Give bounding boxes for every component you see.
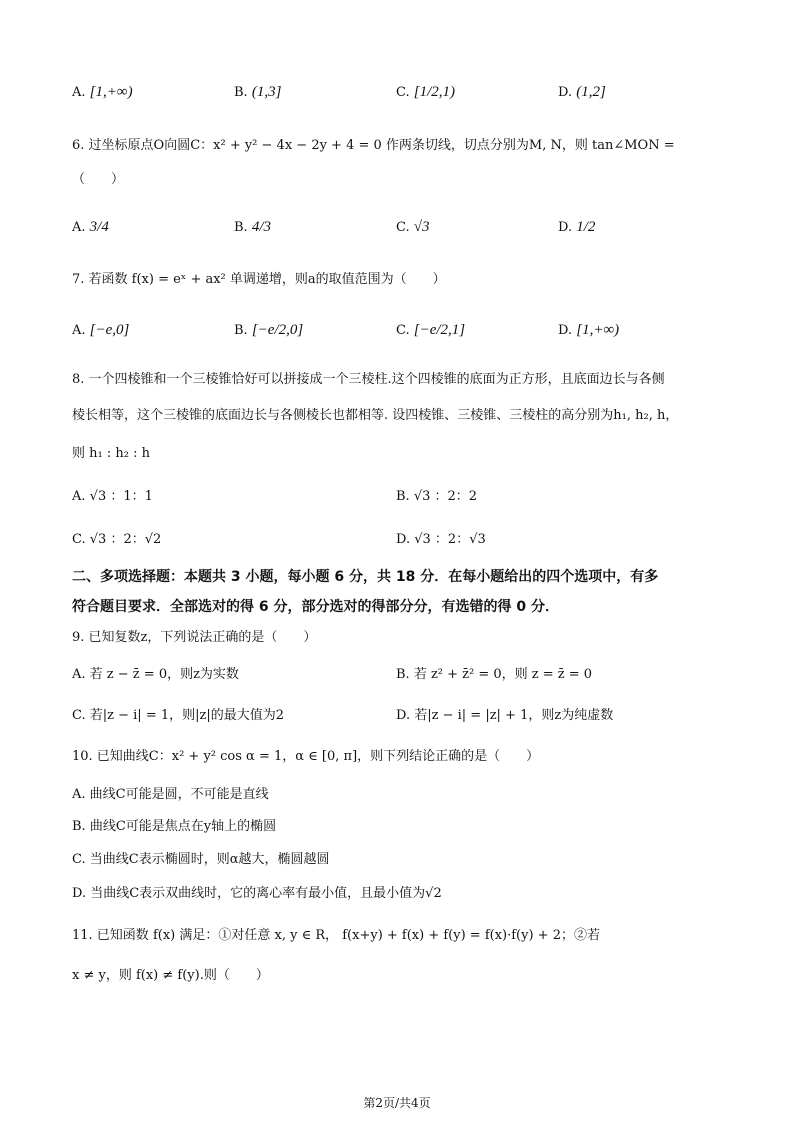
- q10-option-b: B. 曲线C可能是焦点在y轴上的椭圆: [72, 819, 277, 834]
- q8-line-2: 棱长相等，这个三棱锥的底面边长与各侧棱长也都相等. 设四棱锥、三棱锥、三棱柱的高分别为h₁, h₂, h，: [72, 408, 679, 423]
- q8-option-d: D. √3 ：2：√3: [396, 532, 486, 547]
- q9-option-b: B. 若 z² + z̄² = 0，则 z = z̄ = 0: [396, 667, 593, 682]
- q8-option-c: C. √3 ：2：√2: [72, 532, 162, 547]
- q8-line-1: 8. 一个四棱锥和一个三棱锥恰好可以拼接成一个三棱柱.这个四棱锥的底面为正方形，且底面边长与各侧: [72, 372, 665, 387]
- q8-line-3: 则 h₁ : h₂ : h: [72, 446, 150, 461]
- q5-option-c: C. [1/2,1): [396, 84, 456, 100]
- q8-option-b: B. √3 ：2：2: [396, 489, 478, 504]
- q10-option-d: D. 当曲线C表示双曲线时，它的离心率有最小值，且最小值为√2: [72, 886, 442, 901]
- q11-line-2: x ≠ y，则 f(x) ≠ f(y).则（ ）: [72, 968, 269, 983]
- q6-option-b: B. 4/3: [234, 219, 271, 235]
- q7-option-a: A. [−e,0]: [72, 322, 130, 338]
- q7-option-b: B. [−e/2,0]: [234, 322, 304, 338]
- q7-stem: 7. 若函数 f(x) = eˣ + ax² 单调递增，则a的取值范围为（ ）: [72, 272, 446, 287]
- q9-option-a: A. 若 z − z̄ = 0，则z为实数: [72, 667, 239, 682]
- q10-option-a: A. 曲线C可能是圆，不可能是直线: [72, 787, 269, 802]
- page-footer: 第2页/共4页: [363, 1096, 431, 1110]
- q6-option-a: A. 3/4: [72, 219, 109, 235]
- q7-option-c: C. [−e/2,1]: [396, 322, 466, 338]
- q11-line-1: 11. 已知函数 f(x) 满足：①对任意 x, y ∈ R， f(x+y) + f(x) + f(y) = f(x)·f(y) + 2；②若: [72, 928, 600, 943]
- q7-option-d: D. [1,+∞): [558, 322, 620, 338]
- q9-option-d: D. 若|z − i| = |z| + 1，则z为纯虚数: [396, 708, 614, 723]
- q9-stem: 9. 已知复数z，下列说法正确的是（ ）: [72, 630, 317, 645]
- q10-option-c: C. 当曲线C表示椭圆时，则α越大，椭圆越圆: [72, 852, 330, 867]
- q6-option-c: C. √3: [396, 219, 430, 235]
- section-2-heading-line-1: 二、多项选择题：本题共 3 小题，每小题 6 分，共 18 分．在每小题给出的四个选项中，有多: [72, 569, 659, 585]
- q9-option-c: C. 若|z − i| = 1，则|z|的最大值为2: [72, 708, 284, 723]
- q5-option-d: D. (1,2]: [558, 84, 606, 100]
- q6-option-d: D. 1/2: [558, 219, 596, 235]
- q6-stem: 6. 过坐标原点O向圆C：x² + y² − 4x − 2y + 4 = 0 作两条切线，切点分别为M, N，则 tan∠MON =: [72, 138, 675, 153]
- q5-option-a: A. [1,+∞): [72, 84, 133, 100]
- q10-stem: 10. 已知曲线C：x² + y² cos α = 1，α ∈ [0, π]，则下列结论正确的是（ ）: [72, 749, 540, 764]
- q6-answer-paren: （ ）: [72, 172, 125, 187]
- section-2-heading-line-2: 符合题目要求．全部选对的得 6 分，部分选对的得部分分，有选错的得 0 分．: [72, 599, 559, 615]
- q8-option-a: A. √3 ：1：1: [72, 489, 153, 504]
- q5-option-b: B. (1,3]: [234, 84, 282, 100]
